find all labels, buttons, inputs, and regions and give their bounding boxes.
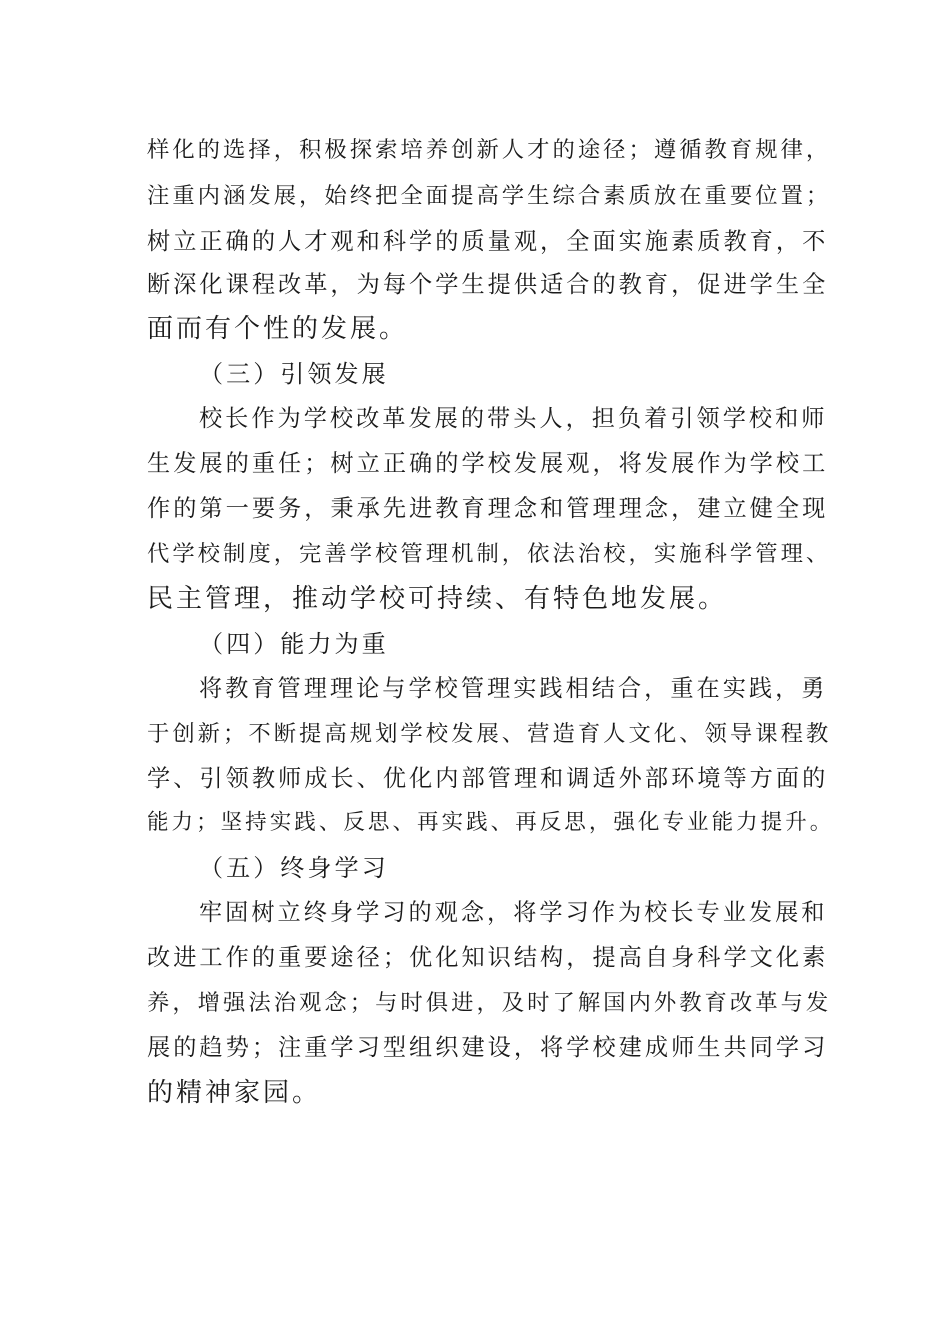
body-text-line: 作的第一要务，秉承先进教育理念和管理理念，建立健全现 xyxy=(147,495,829,522)
paragraph-first-line: 将教育管理理论与学校管理实践相结合，重在实践，勇 xyxy=(199,675,828,702)
body-text-line: 样化的选择，积极探索培养创新人才的途径；遵循教育规律， xyxy=(147,137,832,163)
body-text-line: 断深化课程改革，为每个学生提供适合的教育，促进学生全 xyxy=(147,271,829,298)
body-text-line: 面而有个性的发展。 xyxy=(147,314,409,344)
section-heading: （四）能力为重 xyxy=(199,630,389,658)
body-text-line: 民主管理，推动学校可持续、有特色地发展。 xyxy=(147,584,728,614)
body-text-line: 改进工作的重要途径；优化知识结构，提高自身科学文化素 xyxy=(147,944,829,971)
body-text-line: 养，增强法治观念；与时俱进，及时了解国内外教育改革与发 xyxy=(147,990,832,1016)
body-text-line: 代学校制度，完善学校管理机制，依法治校，实施科学管理、 xyxy=(147,541,832,567)
section-heading: （五）终身学习 xyxy=(199,854,389,882)
body-text-line: 生发展的重任；树立正确的学校发展观，将发展作为学校工 xyxy=(147,450,829,477)
body-text-line: 于创新；不断提高规划学校发展、营造育人文化、领导课程教 xyxy=(147,721,832,747)
section-heading: （三）引领发展 xyxy=(199,360,389,388)
body-text-line: 能力；坚持实践、反思、再实践、再反思，强化专业能力提升。 xyxy=(147,810,835,835)
body-text-line: 树立正确的人才观和科学的质量观，全面实施素质教育，不 xyxy=(147,228,829,255)
body-text-line: 展的趋势；注重学习型组织建设，将学校建成师生共同学习 xyxy=(147,1034,829,1061)
paragraph-first-line: 校长作为学校改革发展的带头人，担负着引领学校和师 xyxy=(199,405,828,432)
paragraph-first-line: 牢固树立终身学习的观念，将学习作为校长专业发展和 xyxy=(199,899,828,926)
body-text-line: 学、引领教师成长、优化内部管理和调适外部环境等方面的 xyxy=(147,765,829,792)
body-text-line: 注重内涵发展，始终把全面提高学生综合素质放在重要位置； xyxy=(147,183,832,209)
body-text-line: 的精神家园。 xyxy=(147,1078,322,1108)
